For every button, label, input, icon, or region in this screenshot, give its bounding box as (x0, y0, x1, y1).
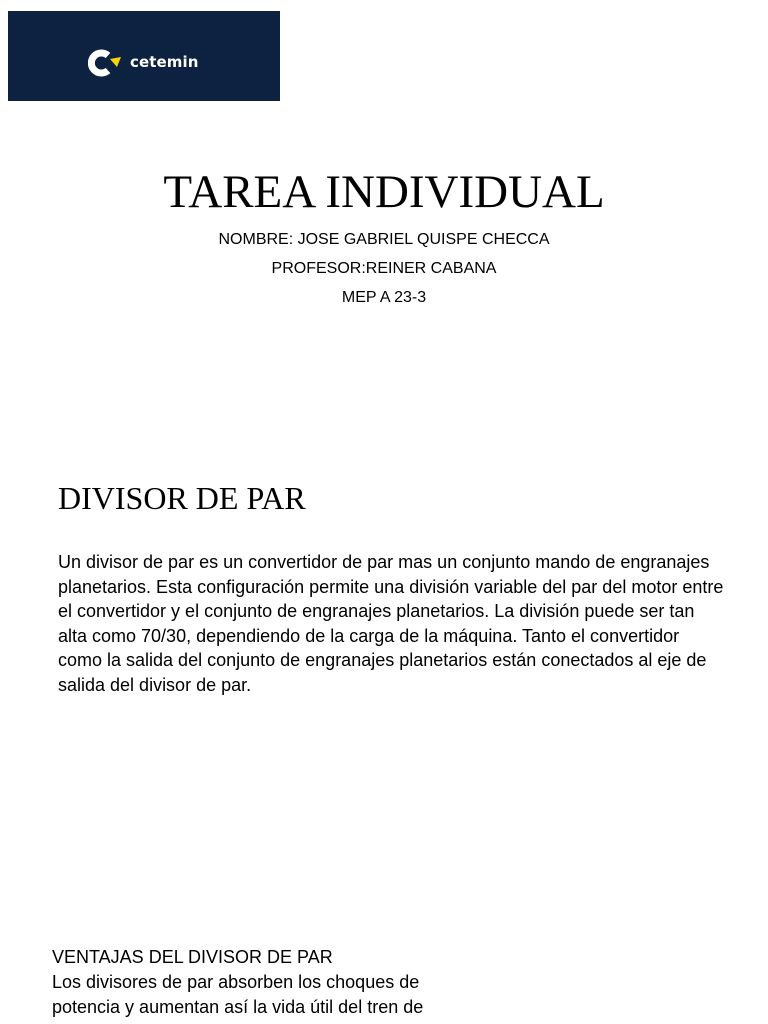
advantages-heading: VENTAJAS DEL DIVISOR DE PAR (52, 947, 333, 967)
student-name: NOMBRE: JOSE GABRIEL QUISPE CHECCA (218, 231, 550, 248)
advantages-body: Los divisores de par absorben los choques de potencia y aumentan así la vida útil del tren de (52, 972, 424, 1017)
logo-text: cetemin (130, 53, 199, 71)
logo-banner (8, 11, 280, 101)
cetemin-c-logo-icon (88, 49, 122, 77)
section-heading: DIVISOR DE PAR (58, 480, 306, 516)
teacher-name: PROFESOR:REINER CABANA (271, 260, 497, 277)
section-body: Un divisor de par es un convertidor de par mas un conjunto mando de engranajes planetarios. Esta configuración permite una división variable del par del motor entre el convertidor y el conjunto de engranajes planetarios. La división puede ser tan alta como 70/30, dependiendo de la carga de la máquina. Tanto el convertidor como la salida del conjunto de engranajes planetarios están conectados al eje de salida del divisor de par. (58, 552, 724, 695)
course-code: MEP A 23-3 (341, 289, 427, 306)
page-title: TAREA INDIVIDUAL (163, 166, 605, 218)
